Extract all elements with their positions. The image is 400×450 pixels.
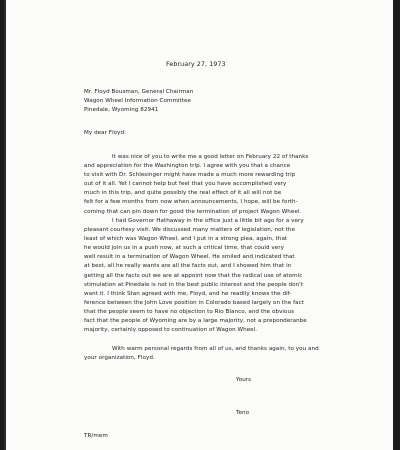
- paragraph-line: much in this trip, and quite possibly the real effect of it all will not be: [84, 190, 282, 197]
- reference-initials: TR/mem: [84, 433, 108, 439]
- paragraph-line: majority, certainly opposed to continuation of Wagon Wheel.: [84, 327, 258, 334]
- page-edge-shadow: [4, 0, 6, 450]
- paragraph-1: [84, 153, 308, 217]
- paragraph-line: With warm personal regards from all of us, and thanks again, to you and: [112, 346, 319, 352]
- paragraph-2: [84, 217, 307, 335]
- paragraph-line: It was nice of you to write me a good letter on February 22 of thanks: [112, 154, 309, 160]
- paragraph-line: to visit with Dr. Schlesinger might have made a much more rewarding trip: [84, 172, 296, 179]
- letter-date: February 27, 1973: [166, 60, 226, 68]
- paragraph-line: coming that can pin down for good the termination of project Wagon Wheel.: [84, 208, 302, 215]
- address-line: Pinedale, Wyoming 82941: [84, 107, 159, 113]
- paragraph-line: fact that the people of Wyoming are by a large majority, not a preponderanbe: [84, 318, 307, 325]
- closing: Yours: [236, 377, 252, 383]
- recipient-address: [84, 88, 193, 115]
- paragraph-line: getting all the facts out we are at appoint now that the radical use of atomic: [84, 272, 303, 279]
- address-line: Mr. Floyd Bousman, General Chairman: [84, 89, 194, 95]
- paragraph-line: he would join us in a push now, at such a critical time, that could very: [84, 245, 284, 252]
- paragraph-line: out of it all. Yet I cannot help but feel that you have accomplished very: [84, 181, 287, 188]
- paragraph-line: pleasant courtesy visit. We discussed many matters of legislation, not the: [84, 227, 296, 234]
- paragraph-line: felt for a few months from now when announcements, I hope, will be forth-: [84, 199, 298, 206]
- paragraph-3: [84, 345, 319, 363]
- paragraph-line: ference between the John Love position in Colorado based largely on the fact: [84, 299, 304, 306]
- paragraph-line: want it. I think Stan agreed with me, Floyd, and he readily knows the dif-: [84, 290, 292, 297]
- letter-page: [4, 0, 393, 450]
- signature-name: Teno: [236, 410, 250, 416]
- paragraph-line: and appreciation for the Washington trip. I agree with you that a chance: [84, 163, 291, 170]
- address-line: Wagon Wheel Information Committee: [84, 98, 192, 104]
- paragraph-line: least of which was Wagon Wheel, and I put in a strong plea, again, that: [84, 236, 288, 243]
- paragraph-line: well result in a termination of Wagon Wheel. He smiled and indicated that: [84, 254, 295, 261]
- paragraph-line: I had Governor Hathaway in the office just a little bit ago for a very: [112, 218, 304, 224]
- paragraph-line: your organization, Floyd.: [84, 355, 155, 362]
- salutation: My dear Floyd:: [84, 130, 127, 136]
- paragraph-line: that the people seem to have no objection to Rio Blanco, and the obvious: [84, 308, 295, 315]
- paragraph-line: stimulation at Pinedale is not in the best public interest and the people don't: [84, 281, 304, 288]
- paragraph-line: at best, all he really wants are all the facts out, and I showed him that in: [84, 263, 292, 270]
